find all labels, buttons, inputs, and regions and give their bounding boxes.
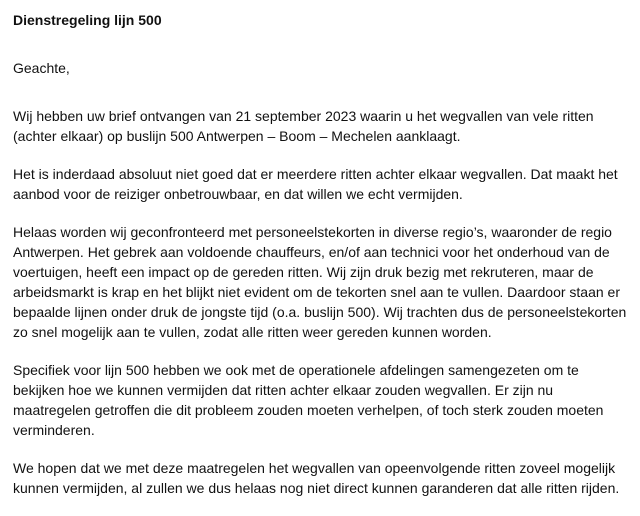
paragraph-line: kunnen vermijden, al zullen we dus helaas nog niet direct kunnen garanderen dat alle ritten rijden. — [13, 480, 620, 496]
paragraph-line: maatregelen getroffen die dit probleem zouden moeten verhelpen, of toch sterk zouden moeten — [13, 402, 604, 418]
paragraph-line: (achter elkaar) op buslijn 500 Antwerpen – Boom – Mechelen aanklaagt. — [13, 128, 461, 144]
paragraph-2 — [13, 164, 633, 204]
paragraph-line: Helaas worden wij geconfronteerd met personeelstekorten in diverse regio’s, waaronder de regio — [13, 224, 612, 240]
paragraph-line: bekijken hoe we kunnen vermijden dat ritten achter elkaar zouden wegvallen. Er zijn nu — [13, 382, 554, 398]
paragraph-4 — [13, 360, 633, 440]
paragraph-line: voertuigen, heeft een impact op de gereden ritten. Wij zijn druk bezig met rekruteren, maar de — [13, 264, 594, 280]
paragraph-line: Antwerpen. Het gebrek aan voldoende chauffeurs, en/of aan technici voor het onderhoud van de — [13, 244, 610, 260]
paragraph-5 — [13, 458, 633, 498]
document-title: Dienstregeling lijn 500 — [13, 12, 162, 28]
paragraph-3 — [13, 222, 633, 342]
paragraph-line: verminderen. — [13, 422, 95, 438]
paragraph-line: Wij hebben uw brief ontvangen van 21 september 2023 waarin u het wegvallen van vele ritten — [13, 108, 594, 124]
paragraph-line: arbeidsmarkt is krap en het blijkt niet evident om de tekorten snel aan te vullen. Daardoor staan er — [13, 284, 620, 300]
paragraph-line: We hopen dat we met deze maatregelen het wegvallen van opeenvolgende ritten zoveel mogelijk — [13, 460, 616, 476]
letter-body — [13, 10, 633, 516]
paragraph-line: Specifiek voor lijn 500 hebben we ook met de operationele afdelingen samengezeten om te — [13, 362, 579, 378]
paragraph-line: aanbod voor de reiziger onbetrouwbaar, en dat willen we echt vermijden. — [13, 186, 463, 202]
salutation: Geachte, — [13, 60, 70, 76]
paragraph-line: Het is inderdaad absoluut niet goed dat er meerdere ritten achter elkaar wegvallen. Dat maakt het — [13, 166, 618, 182]
paragraph-1 — [13, 106, 633, 146]
paragraph-line: zo snel mogelijk aan te vullen, zodat alle ritten weer gereden kunnen worden. — [13, 324, 492, 340]
paragraph-line: bepaalde lijnen onder druk de jongste tijd (o.a. buslijn 500). Wij trachten dus de personeelstekorten — [13, 304, 627, 320]
